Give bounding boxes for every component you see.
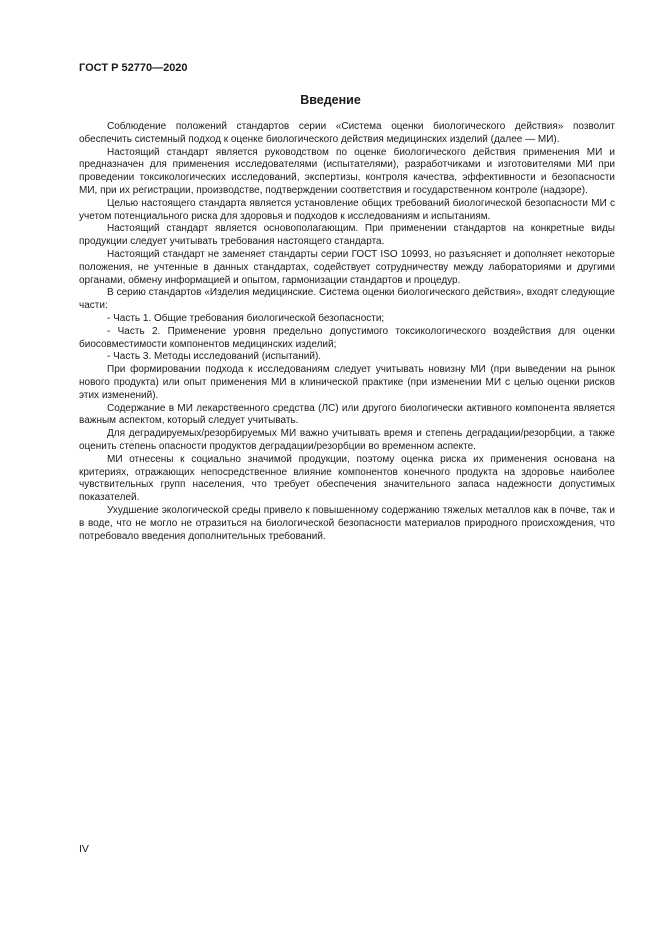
paragraph: Целью настоящего стандарта является установление общих требований биологической безопасности МИ с учетом потенциального риска для здоровья и подходов к исследованиям и испытаниям. xyxy=(79,197,615,222)
paragraph: При формировании подхода к исследованиям следует учитывать новизну МИ (при выведении на рынок нового продукта) или опыт применения МИ в клинической практике (при изменении МИ с целью оценки рисков этих изменений). xyxy=(79,364,615,401)
body-text xyxy=(79,121,615,543)
list-item: - Часть 3. Методы исследований (испытаний). xyxy=(107,351,322,363)
paragraph: Ухудшение экологической среды привело к повышенному содержанию тяжелых металлов как в почве, так и в воде, что не могло не отразиться на биологической безопасности материалов природного происхождения, что потребовало введения дополнительных требований. xyxy=(79,504,615,542)
list-item: - Часть 1. Общие требования биологической безопасности; xyxy=(107,312,385,324)
paragraph: Настоящий стандарт является основополагающим. При применении стандартов на конкретные виды продукции следует учитывать требования настоящего стандарта. xyxy=(79,223,615,248)
paragraph: Содержание в МИ лекарственного средства (ЛС) или другого биологически активного компонента является важным аспектом, который следует учитывать. xyxy=(79,402,615,427)
page-number: IV xyxy=(79,843,89,855)
paragraph: Настоящий стандарт является руководством по оценке биологического действия применения МИ и предназначен для применения исследователями (испытателями), разработчиками и изготовителями МИ при проведении токсикологических исследований, экспертизы, контроля качества, эффективности и безопасности МИ, при их регистрации, производстве, подтверждении соответствия и государственном контроле (надзоре). xyxy=(79,146,615,196)
paragraph: В серию стандартов «Изделия медицинские. Система оценки биологического действия», входят следующие части: xyxy=(79,287,615,312)
section-title: Введение xyxy=(300,93,361,107)
paragraph: Для деградируемых/резорбируемых МИ важно учитывать время и степень деградации/резорбции, а также оценить степень опасности продуктов деградации/резорбции во временном аспекте. xyxy=(79,428,615,452)
list-item: - Часть 2. Применение уровня предельно допустимого токсикологического воздействия для оценки биосовместимости компонентов медицинских изделий; xyxy=(79,325,615,350)
document-code-header: ГОСТ Р 52770—2020 xyxy=(79,62,188,74)
paragraph: Настоящий стандарт не заменяет стандарты серии ГОСТ ISO 10993, но разъясняет и дополняет некоторые положения, не учтенные в данных стандартах, содействует сотрудничеству между лабораториями и другими органами, обмену информацией и опытом, гармонизации стандартов и процедур. xyxy=(79,248,615,286)
paragraph: МИ отнесены к социально значимой продукции, поэтому оценка риска их применения основана на критериях, отражающих непосредственное влияние компонентов конечного продукта на здоровье наиболее чувствительных групп населения, что требует обеспечения значительного запаса надежности допустимых показателей. xyxy=(79,453,615,504)
paragraph: Соблюдение положений стандартов серии «Система оценки биологического действия» позволит обеспечить системный подход к оценке биологического действия медицинских изделий (далее — МИ). xyxy=(79,121,615,145)
